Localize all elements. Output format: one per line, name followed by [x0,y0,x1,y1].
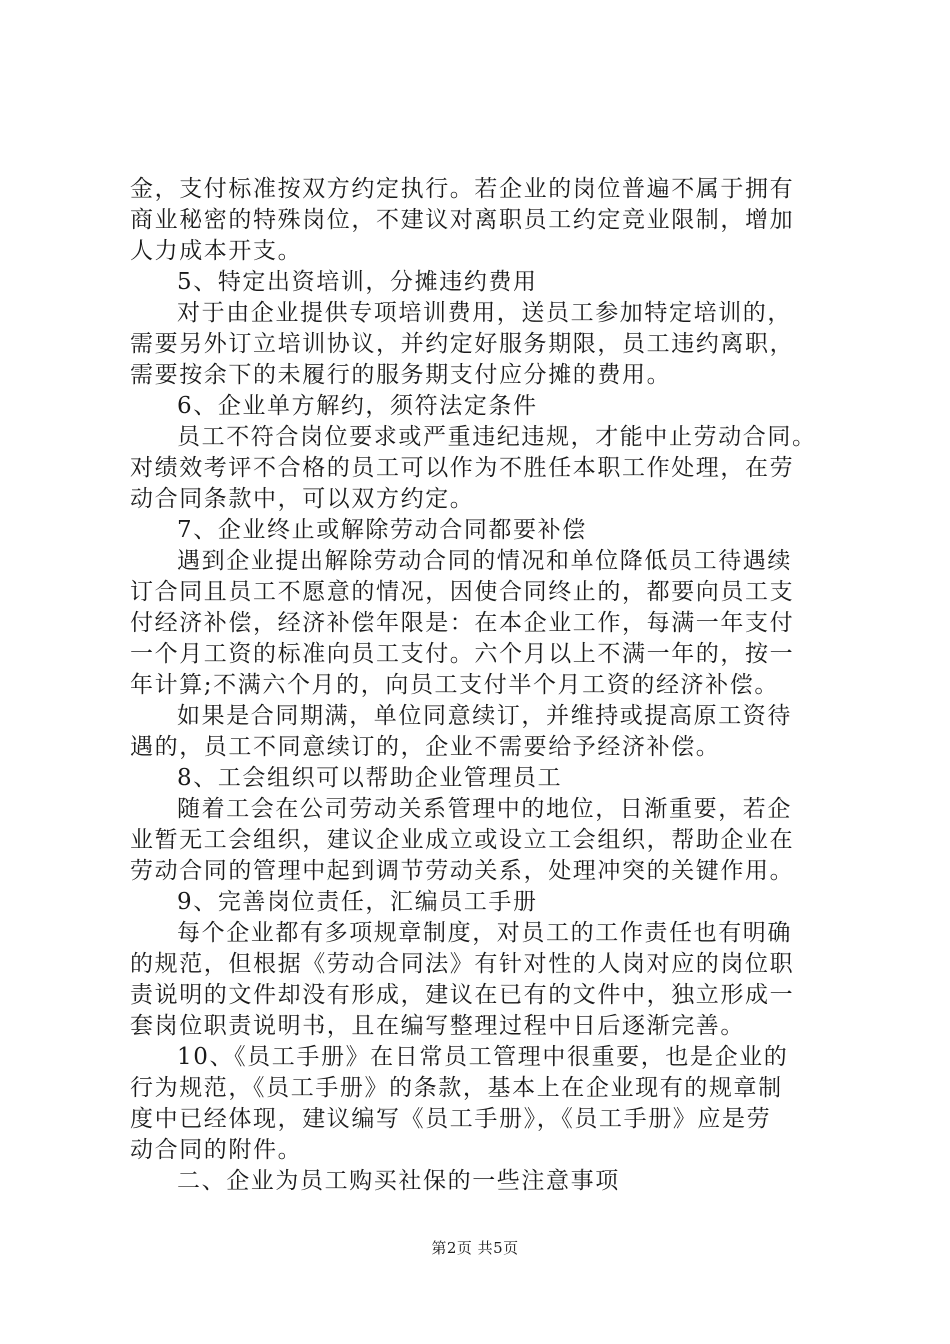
text-line: 套岗位职责说明书，且在编写整理过程中日后逐渐完善。 [130,1013,745,1039]
text-line: 8、工会组织可以帮助企业管理员工 [177,765,563,791]
text-line: 需要另外订立培训协议，并约定好服务期限，员工违约离职， [130,331,795,357]
text-line: 随着工会在公司劳动关系管理中的地位，日渐重要，若企 [177,796,792,822]
text-line: 7、企业终止或解除劳动合同都要补偿 [177,517,587,543]
text-line: 5、特定出资培训，分摊违约费用 [177,269,538,295]
text-line: 对于由企业提供专项培训费用，送员工参加特定培训的， [177,300,792,326]
text-line: 金，支付标准按双方约定执行。若企业的岗位普遍不属于拥有 [130,176,795,202]
page-number-label: 第2页 共5页 [431,1239,519,1257]
text-line: 付经济补偿，经济补偿年限是：在本企业工作，每满一年支付 [130,610,795,636]
text-line: 一个月工资的标准向员工支付。六个月以上不满一年的，按一 [130,641,795,667]
text-line: 二、企业为员工购买社保的一些注意事项 [177,1168,620,1194]
text-line: 10、《员工手册》在日常员工管理中很重要，也是企业的 [177,1044,789,1070]
text-line: 每个企业都有多项规章制度，对员工的工作责任也有明确 [177,920,792,946]
text-line: 行为规范，《员工手册》的条款，基本上在企业现有的规章制 [130,1075,783,1101]
text-line: 遇到企业提出解除劳动合同的情况和单位降低员工待遇续 [177,548,792,574]
text-line: 需要按余下的未履行的服务期支付应分摊的费用。 [130,362,672,388]
document-body [130,174,830,1197]
text-line: 的规范，但根据《劳动合同法》有针对性的人岗对应的岗位职 [130,951,795,977]
text-line: 商业秘密的特殊岗位，不建议对离职员工约定竞业限制，增加 [130,207,795,233]
text-line: 责说明的文件却没有形成，建议在已有的文件中，独立形成一 [130,982,795,1008]
text-line: 订合同且员工不愿意的情况，因使合同终止的，都要向员工支 [130,579,795,605]
page-footer [0,1238,950,1258]
text-line: 动合同条款中，可以双方约定。 [130,486,475,512]
text-line: 年计算;不满六个月的，向员工支付半个月工资的经济补偿。 [130,672,779,698]
text-line: 业暂无工会组织，建议企业成立或设立工会组织，帮助企业在 [130,827,795,853]
text-line: 动合同的附件。 [130,1137,303,1163]
text-line: 员工不符合岗位要求或严重违纪违规，才能中止劳动合同。 [177,424,817,450]
text-line: 9、完善岗位责任，汇编员工手册 [177,889,538,915]
text-line: 如果是合同期满，单位同意续订，并维持或提高原工资待 [177,703,792,729]
text-line: 度中已经体现，建议编写《员工手册》，《员工手册》应是劳 [130,1106,772,1132]
text-line: 对绩效考评不合格的员工可以作为不胜任本职工作处理，在劳 [130,455,795,481]
text-line: 6、企业单方解约，须符法定条件 [177,393,538,419]
text-line: 劳动合同的管理中起到调节劳动关系，处理冲突的关键作用。 [130,858,795,884]
text-line: 人力成本开支。 [130,238,303,264]
text-line: 遇的，员工不同意续订的，企业不需要给予经济补偿。 [130,734,721,760]
